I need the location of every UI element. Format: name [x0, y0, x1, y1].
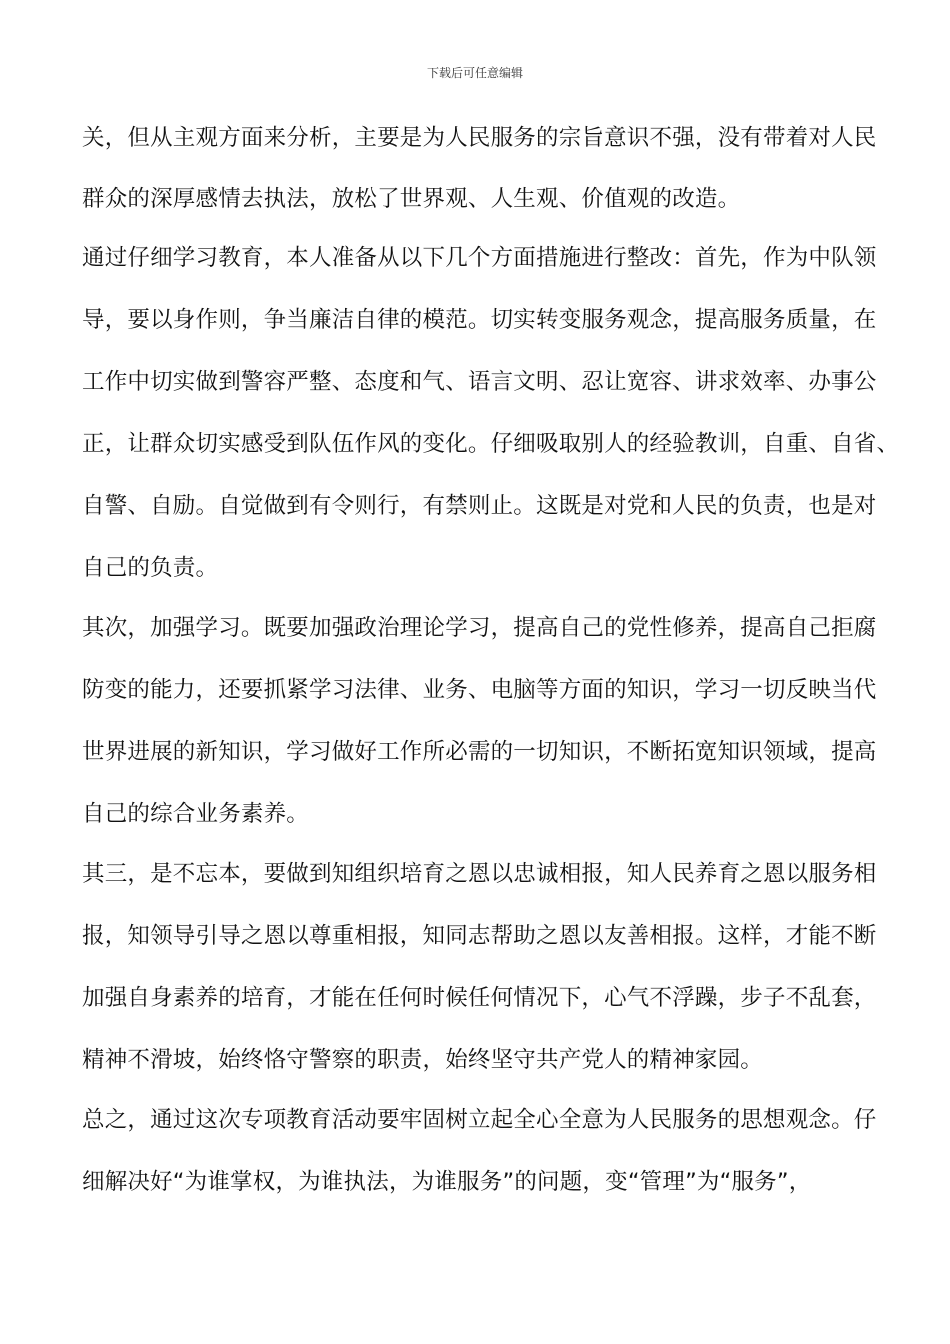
- text-line: 群众的深厚感情去执法，放松了世界观、人生观、价值观的改造。: [82, 186, 741, 212]
- text-line: 防变的能力，还要抓紧学习法律、业务、电脑等方面的知识，学习一切反映当代: [82, 677, 877, 703]
- text-line: 细解决好“为谁掌权，为谁执法，为谁服务”的问题，变“管理”为“服务”，: [82, 1169, 812, 1195]
- text-line: 世界进展的新知识，学习做好工作所必需的一切知识，不断拓宽知识领域，提高: [82, 739, 877, 765]
- text-line: 工作中切实做到警容严整、态度和气、语言文明、忍让宽容、讲求效率、办事公: [82, 369, 877, 395]
- text-line: 正，让群众切实感受到队伍作风的变化。仔细吸取别人的经验教训，自重、自省、: [82, 431, 900, 457]
- text-line: 关，但从主观方面来分析，主要是为人民服务的宗旨意识不强，没有带着对人民: [82, 125, 877, 151]
- text-line: 自己的综合业务素养。: [82, 801, 310, 827]
- text-line: 报，知领导引导之恩以尊重相报，知同志帮助之恩以友善相报。这样，才能不断: [82, 923, 877, 949]
- text-line: 通过仔细学习教育，本人准备从以下几个方面措施进行整改：首先，作为中队领: [82, 245, 877, 271]
- page-header: 下载后可任意编辑: [426, 66, 523, 80]
- text-line: 总之，通过这次专项教育活动要牢固树立起全心全意为人民服务的思想观念。仔: [82, 1107, 877, 1133]
- text-line: 自警、自励。自觉做到有令则行，有禁则止。这既是对党和人民的负责，也是对: [82, 493, 877, 519]
- text-line: 自己的负责。: [82, 555, 219, 581]
- text-line: 其三，是不忘本，要做到知组织培育之恩以忠诚相报，知人民养育之恩以服务相: [82, 861, 877, 887]
- text-line: 导，要以身作则，争当廉洁自律的模范。切实转变服务观念，提高服务质量，在: [82, 307, 877, 333]
- text-line: 精神不滑坡，始终恪守警察的职责，始终坚守共产党人的精神家园。: [82, 1047, 764, 1073]
- text-line: 其次，加强学习。既要加强政治理论学习，提高自己的党性修养，提高自己拒腐: [82, 615, 877, 641]
- text-line: 加强自身素养的培育，才能在任何时候任何情况下，心气不浮躁，步子不乱套，: [82, 985, 877, 1011]
